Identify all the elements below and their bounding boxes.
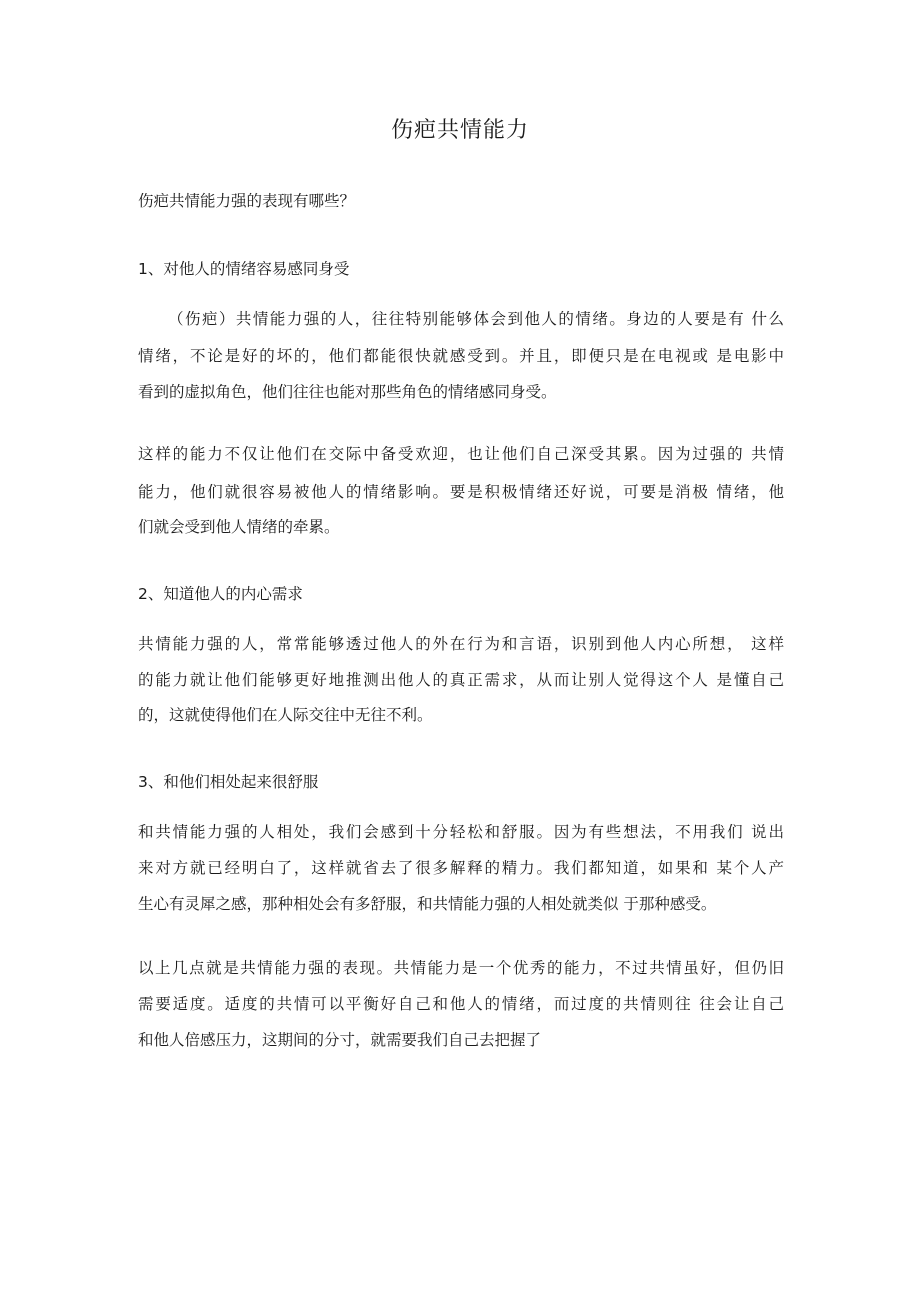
paragraph-line: 的能力就让他们能够更好地推测出他人的真正需求，从而让别人觉得这个人 是懂自己 (138, 671, 784, 689)
paragraph-line: 这样的能力不仅让他们在交际中备受欢迎，也让他们自己深受其累。因为过强的 共情 (138, 445, 784, 463)
paragraph-line: 和共情能力强的人相处，我们会感到十分轻松和舒服。因为有些想法，不用我们 说出 (138, 823, 784, 841)
paragraph-line: （伤疤）共情能力强的人，往往特别能够体会到他人的情绪。身边的人要是有 什么 (168, 310, 784, 328)
question-line: 伤疤共情能力强的表现有哪些？ (138, 192, 356, 210)
paragraph-line: 情绪，不论是好的坏的，他们都能很快就感受到。并且，即便只是在电视或 是电影中 (138, 347, 784, 365)
paragraph-line: 能力，他们就很容易被他人的情绪影响。要是积极情绪还好说，可要是消极 情绪，他 (138, 483, 784, 501)
paragraph-line: 共情能力强的人，常常能够透过他人的外在行为和言语，识别到他人内心所想， 这样 (138, 635, 784, 653)
section-3-heading: 3、和他们相处起来很舒服 (138, 773, 319, 791)
paragraph-line: 们就会受到他人情绪的牵累。 (138, 518, 340, 536)
paragraph-line: 以上几点就是共情能力强的表现。共情能力是一个优秀的能力，不过共情虽好，但仍旧 (138, 959, 784, 977)
paragraph-line: 生心有灵犀之感，那种相处会有多舒服，和共情能力强的人相处就类似 于那种感受。 (138, 895, 717, 913)
paragraph-line: 和他人倍感压力，这期间的分寸，就需要我们自己去把握了 (138, 1031, 542, 1049)
paragraph-line: 需要适度。适度的共情可以平衡好自己和他人的情绪，而过度的共情则往 往会让自己 (138, 995, 784, 1013)
paragraph-line: 来对方就已经明白了，这样就省去了很多解释的精力。我们都知道，如果和 某个人产 (138, 859, 784, 877)
paragraph-line: 看到的虚拟角色，他们往往也能对那些角色的情绪感同身受。 (138, 383, 557, 401)
section-1-heading: 1、对他人的情绪容易感同身受 (138, 260, 350, 278)
section-2-heading: 2、知道他人的内心需求 (138, 585, 303, 603)
document-title: 伤疤共情能力 (390, 118, 529, 143)
paragraph-line: 的，这就使得他们在人际交往中无往不利。 (138, 706, 433, 724)
